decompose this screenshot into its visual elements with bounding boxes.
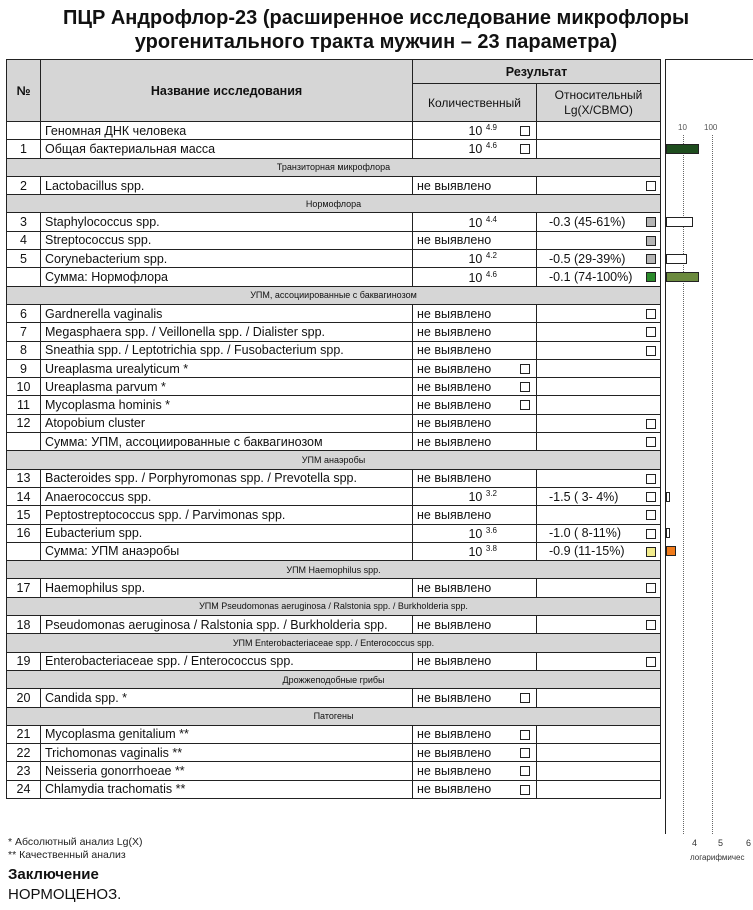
negative-result: не выявлено: [417, 690, 492, 705]
test-name: Pseudomonas aeruginosa / Ralstonia spp. / Burkholderia spp.: [41, 616, 413, 634]
value-exponent: 3.2: [485, 489, 497, 499]
relative-cell: [537, 780, 661, 798]
quantitative-checkbox: [520, 766, 530, 776]
result-row: [7, 433, 661, 451]
relative-checkbox: [646, 547, 656, 557]
result-row: [7, 524, 661, 542]
quantitative-cell: [413, 268, 537, 286]
relative-value: -0.5 (29-39%): [549, 251, 626, 266]
graph-axis-5: 5: [718, 838, 724, 848]
relative-value: -0.1 (74-100%): [549, 270, 633, 285]
quantitative-cell: [413, 524, 537, 542]
header-name: Название исследования: [41, 60, 413, 122]
result-row: [7, 359, 661, 377]
negative-result: не выявлено: [417, 324, 492, 339]
header-number: №: [7, 60, 41, 122]
header-quantitative: Количественный: [413, 84, 537, 122]
quantitative-value: [417, 215, 501, 230]
log-scale-graph: [665, 59, 753, 834]
relative-value: -1.0 ( 8-11%): [549, 526, 622, 541]
result-row: [7, 231, 661, 249]
result-row: [7, 250, 661, 268]
value-base: 10: [468, 252, 483, 267]
results-table: [6, 59, 661, 799]
value-exponent: 3.6: [485, 525, 497, 535]
quantitative-cell: [413, 487, 537, 505]
section-label: УПМ, ассоциированные с баквагинозом: [7, 286, 661, 304]
quantitative-checkbox: [520, 693, 530, 703]
section-row: [7, 561, 661, 579]
relative-cell: [537, 140, 661, 158]
row-number: 16: [7, 524, 41, 542]
graph-gridline-10: [683, 135, 684, 834]
relative-cell: [537, 341, 661, 359]
relative-checkbox: [646, 346, 656, 356]
test-name: Atopobium cluster: [41, 414, 413, 432]
result-row: [7, 304, 661, 322]
result-row: [7, 396, 661, 414]
relative-checkbox: [646, 529, 656, 539]
negative-result: не выявлено: [417, 343, 492, 358]
section-label: Дрожжеподобные грибы: [7, 670, 661, 688]
quantitative-cell: [413, 652, 537, 670]
quantitative-value: [417, 141, 501, 156]
row-number: 6: [7, 304, 41, 322]
quantitative-cell: [413, 304, 537, 322]
test-name: Trichomonas vaginalis **: [41, 744, 413, 762]
test-name: Lactobacillus spp.: [41, 176, 413, 194]
test-name: Mycoplasma genitalium **: [41, 725, 413, 743]
relative-checkbox: [646, 217, 656, 227]
result-row: [7, 780, 661, 798]
quantitative-cell: [413, 579, 537, 597]
section-row: [7, 286, 661, 304]
section-row: [7, 597, 661, 615]
graph-bar: [666, 528, 670, 538]
row-number: 21: [7, 725, 41, 743]
row-number: 3: [7, 213, 41, 231]
quantitative-checkbox: [520, 364, 530, 374]
relative-checkbox: [646, 419, 656, 429]
value-base: 10: [468, 490, 483, 505]
row-number: 20: [7, 689, 41, 707]
relative-cell: [537, 506, 661, 524]
title-block: [0, 0, 753, 60]
quantitative-cell: [413, 762, 537, 780]
section-label: Нормофлора: [7, 195, 661, 213]
header-result: Результат: [413, 60, 661, 84]
test-name: Corynebacterium spp.: [41, 250, 413, 268]
quantitative-cell: [413, 359, 537, 377]
row-number: [7, 433, 41, 451]
value-base: 10: [468, 270, 483, 285]
graph-bar: [666, 254, 687, 264]
result-row: [7, 762, 661, 780]
relative-checkbox: [646, 327, 656, 337]
relative-cell: [537, 414, 661, 432]
test-name: Mycoplasma hominis *: [41, 396, 413, 414]
relative-cell: [537, 762, 661, 780]
relative-checkbox: [646, 657, 656, 667]
section-label: Патогены: [7, 707, 661, 725]
test-name: Candida spp. *: [41, 689, 413, 707]
quantitative-checkbox: [520, 126, 530, 136]
relative-checkbox: [646, 492, 656, 502]
row-number: [7, 268, 41, 286]
negative-result: не выявлено: [417, 745, 492, 760]
value-exponent: 4.6: [485, 269, 497, 279]
row-number: 24: [7, 780, 41, 798]
negative-result: не выявлено: [417, 178, 492, 193]
result-row: [7, 725, 661, 743]
test-name: Staphylococcus spp.: [41, 213, 413, 231]
row-number: 8: [7, 341, 41, 359]
quantitative-checkbox: [520, 382, 530, 392]
row-number: [7, 122, 41, 140]
result-row: [7, 122, 661, 140]
negative-result: не выявлено: [417, 654, 492, 669]
result-row: [7, 652, 661, 670]
quantitative-cell: [413, 689, 537, 707]
quantitative-cell: [413, 341, 537, 359]
quantitative-cell: [413, 616, 537, 634]
quantitative-cell: [413, 414, 537, 432]
footnote-qualitative: ** Качественный анализ: [8, 849, 126, 861]
quantitative-checkbox: [520, 400, 530, 410]
test-name: Сумма: УПМ анаэробы: [41, 542, 413, 560]
graph-bar: [666, 144, 699, 154]
quantitative-value: [417, 489, 501, 504]
test-name: Ureaplasma parvum *: [41, 378, 413, 396]
result-row: [7, 469, 661, 487]
header-relative: [537, 84, 661, 122]
relative-value: -1.5 ( 3- 4%): [549, 489, 619, 504]
value-base: 10: [468, 215, 483, 230]
value-exponent: 3.8: [485, 543, 497, 553]
test-name: Chlamydia trachomatis **: [41, 780, 413, 798]
quantitative-checkbox: [520, 748, 530, 758]
result-row: [7, 579, 661, 597]
section-label: УПМ Pseudomonas aeruginosa / Ralstonia spp. / Burkholderia spp.: [7, 597, 661, 615]
row-number: 15: [7, 506, 41, 524]
test-name: Сумма: Нормофлора: [41, 268, 413, 286]
relative-checkbox: [646, 309, 656, 319]
header-relative-line-1: Относительный: [554, 87, 643, 102]
negative-result: не выявлено: [417, 434, 492, 449]
relative-cell: [537, 323, 661, 341]
graph-gridline-100: [712, 135, 713, 834]
quantitative-cell: [413, 323, 537, 341]
value-exponent: 4.9: [485, 123, 497, 133]
page-title: [0, 6, 753, 54]
value-exponent: 4.6: [485, 141, 497, 151]
title-line-2: урогенитального тракта мужчин – 23 параметра): [134, 31, 618, 53]
relative-checkbox: [646, 236, 656, 246]
row-number: [7, 542, 41, 560]
row-number: 11: [7, 396, 41, 414]
quantitative-cell: [413, 469, 537, 487]
relative-checkbox: [646, 181, 656, 191]
test-name: Сумма: УПМ, ассоциированные с баквагинозом: [41, 433, 413, 451]
graph-tick-10: 10: [678, 123, 687, 132]
results-body: [7, 122, 661, 799]
test-name: Haemophilus spp.: [41, 579, 413, 597]
section-row: [7, 451, 661, 469]
result-row: [7, 542, 661, 560]
result-row: [7, 268, 661, 286]
negative-result: не выявлено: [417, 507, 492, 522]
result-row: [7, 323, 661, 341]
relative-cell: [537, 433, 661, 451]
row-number: 7: [7, 323, 41, 341]
row-number: 19: [7, 652, 41, 670]
quantitative-cell: [413, 433, 537, 451]
test-name: Общая бактериальная масса: [41, 140, 413, 158]
quantitative-value: [417, 251, 501, 266]
row-number: 22: [7, 744, 41, 762]
negative-result: не выявлено: [417, 416, 492, 431]
quantitative-cell: [413, 213, 537, 231]
result-row: [7, 616, 661, 634]
row-number: 17: [7, 579, 41, 597]
test-name: Streptococcus spp.: [41, 231, 413, 249]
row-number: 12: [7, 414, 41, 432]
relative-cell: [537, 652, 661, 670]
relative-cell: [537, 378, 661, 396]
title-line-1: ПЦР Андрофлор-23 (расширенное исследование микрофлоры: [62, 7, 690, 29]
section-label: УПМ анаэробы: [7, 451, 661, 469]
relative-cell: [537, 725, 661, 743]
negative-result: не выявлено: [417, 361, 492, 376]
relative-checkbox: [646, 620, 656, 630]
test-name: Megasphaera spp. / Veillonella spp. / Dialister spp.: [41, 323, 413, 341]
relative-cell: [537, 579, 661, 597]
test-name: Neisseria gonorrhoeae **: [41, 762, 413, 780]
conclusion-heading: Заключение: [8, 866, 99, 883]
result-row: [7, 689, 661, 707]
value-base: 10: [468, 124, 483, 139]
section-row: [7, 158, 661, 176]
relative-cell: [537, 268, 661, 286]
relative-checkbox: [646, 254, 656, 264]
row-number: 13: [7, 469, 41, 487]
graph-axis-6: 6: [746, 838, 752, 848]
result-row: [7, 378, 661, 396]
quantitative-checkbox: [520, 730, 530, 740]
test-name: Peptostreptococcus spp. / Parvimonas spp.: [41, 506, 413, 524]
quantitative-cell: [413, 250, 537, 268]
quantitative-cell: [413, 176, 537, 194]
relative-checkbox: [646, 510, 656, 520]
relative-cell: [537, 689, 661, 707]
negative-result: не выявлено: [417, 581, 492, 596]
negative-result: не выявлено: [417, 782, 492, 797]
test-name: Gardnerella vaginalis: [41, 304, 413, 322]
result-row: [7, 744, 661, 762]
negative-result: не выявлено: [417, 379, 492, 394]
test-name: Sneathia spp. / Leptotrichia spp. / Fusobacterium spp.: [41, 341, 413, 359]
section-label: УПМ Enterobacteriaceae spp. / Enterococcus spp.: [7, 634, 661, 652]
negative-result: не выявлено: [417, 233, 492, 248]
section-row: [7, 670, 661, 688]
row-number: 18: [7, 616, 41, 634]
relative-cell: [537, 176, 661, 194]
header-relative-line-2: Lg(X/СВМО): [564, 102, 633, 117]
section-row: [7, 707, 661, 725]
quantitative-cell: [413, 122, 537, 140]
row-number: 1: [7, 140, 41, 158]
relative-checkbox: [646, 437, 656, 447]
relative-cell: [537, 469, 661, 487]
relative-checkbox: [646, 272, 656, 282]
relative-cell: [537, 231, 661, 249]
graph-bar: [666, 546, 676, 556]
quantitative-value: [417, 123, 501, 138]
relative-cell: [537, 250, 661, 268]
test-name: Eubacterium spp.: [41, 524, 413, 542]
quantitative-cell: [413, 396, 537, 414]
section-row: [7, 195, 661, 213]
result-row: [7, 140, 661, 158]
relative-cell: [537, 616, 661, 634]
quantitative-value: [417, 544, 501, 559]
graph-tick-100: 100: [704, 123, 718, 132]
value-exponent: 4.4: [485, 214, 497, 224]
relative-value: -0.3 (45-61%): [549, 215, 626, 230]
relative-cell: [537, 359, 661, 377]
negative-result: не выявлено: [417, 727, 492, 742]
quantitative-cell: [413, 744, 537, 762]
negative-result: не выявлено: [417, 764, 492, 779]
graph-bar: [666, 272, 699, 282]
graph-bar: [666, 217, 693, 227]
negative-result: не выявлено: [417, 306, 492, 321]
graph-axis-4: 4: [692, 838, 698, 848]
section-label: УПМ Haemophilus spp.: [7, 561, 661, 579]
relative-cell: [537, 304, 661, 322]
relative-value: -0.9 (11-15%): [549, 544, 625, 559]
row-number: 5: [7, 250, 41, 268]
test-name: Геномная ДНК человека: [41, 122, 413, 140]
relative-cell: [537, 542, 661, 560]
relative-cell: [537, 744, 661, 762]
quantitative-value: [417, 526, 501, 541]
row-number: 2: [7, 176, 41, 194]
quantitative-checkbox: [520, 785, 530, 795]
result-row: [7, 414, 661, 432]
relative-cell: [537, 524, 661, 542]
quantitative-cell: [413, 725, 537, 743]
row-number: 10: [7, 378, 41, 396]
section-label: Транзиторная микрофлора: [7, 158, 661, 176]
relative-checkbox: [646, 583, 656, 593]
quantitative-cell: [413, 542, 537, 560]
test-name: Ureaplasma urealyticum *: [41, 359, 413, 377]
quantitative-value: [417, 270, 501, 285]
relative-checkbox: [646, 474, 656, 484]
row-number: 9: [7, 359, 41, 377]
result-row: [7, 176, 661, 194]
conclusion-text: НОРМОЦЕНОЗ.: [8, 886, 122, 903]
relative-cell: [537, 396, 661, 414]
relative-cell: [537, 213, 661, 231]
graph-axis-caption: логарифмичес: [690, 853, 745, 862]
result-row: [7, 506, 661, 524]
test-name: Anaerococcus spp.: [41, 487, 413, 505]
result-row: [7, 341, 661, 359]
value-base: 10: [468, 526, 483, 541]
quantitative-cell: [413, 231, 537, 249]
value-exponent: 4.2: [485, 251, 497, 261]
negative-result: не выявлено: [417, 398, 492, 413]
quantitative-cell: [413, 140, 537, 158]
value-base: 10: [468, 544, 483, 559]
relative-cell: [537, 487, 661, 505]
graph-bar: [666, 492, 670, 502]
quantitative-cell: [413, 506, 537, 524]
quantitative-cell: [413, 378, 537, 396]
test-name: Bacteroides spp. / Porphyromonas spp. / Prevotella spp.: [41, 469, 413, 487]
result-row: [7, 487, 661, 505]
result-row: [7, 213, 661, 231]
footnote-absolute: * Абсолютный анализ Lg(X): [8, 836, 143, 848]
row-number: 4: [7, 231, 41, 249]
graph-header: [666, 59, 753, 115]
test-name: Enterobacteriaceae spp. / Enterococcus spp.: [41, 652, 413, 670]
section-row: [7, 634, 661, 652]
negative-result: не выявлено: [417, 471, 492, 486]
quantitative-cell: [413, 780, 537, 798]
quantitative-checkbox: [520, 144, 530, 154]
row-number: 14: [7, 487, 41, 505]
negative-result: не выявлено: [417, 617, 492, 632]
value-base: 10: [468, 142, 483, 157]
relative-cell: [537, 122, 661, 140]
row-number: 23: [7, 762, 41, 780]
